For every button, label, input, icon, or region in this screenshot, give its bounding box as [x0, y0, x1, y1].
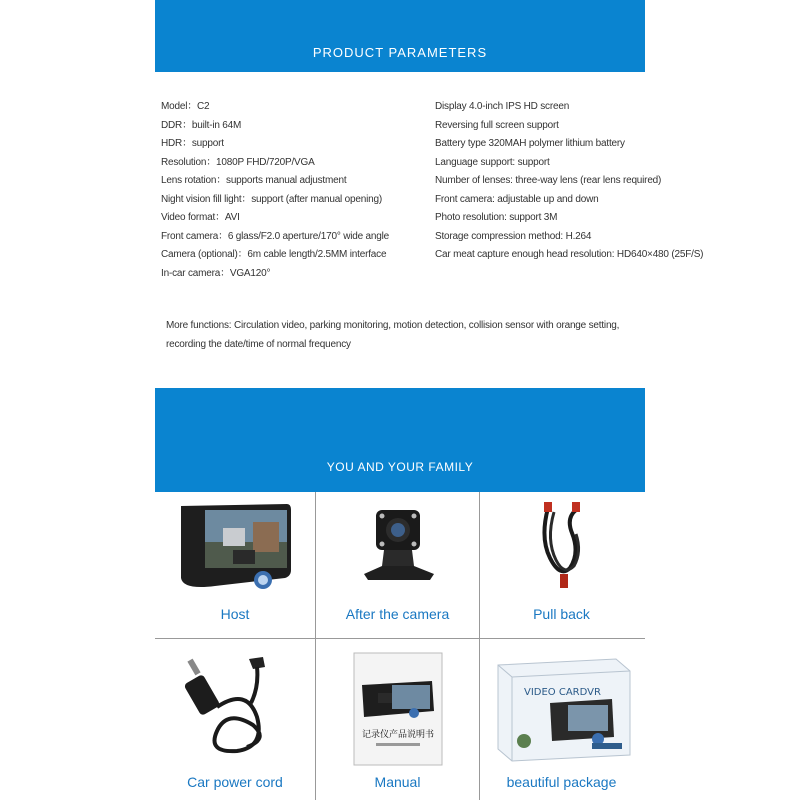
- param-ddr: DDR：built-in 64M: [161, 119, 242, 131]
- param-front-camera: Front camera：6 glass/F2.0 aperture/170° wide angle: [161, 230, 390, 242]
- param-camera-optional: Camera (optional)：6m cable length/2.5MM interface: [161, 249, 387, 260]
- item-rear-camera: [316, 492, 479, 638]
- package-box-text: VIDEO CARDVR: [524, 687, 601, 698]
- rear-camera-icon: [354, 502, 444, 592]
- item-host: [155, 492, 315, 638]
- param-language: Language support: support: [435, 156, 550, 168]
- param-night-vision: Night vision fill light：support (after manual opening): [161, 193, 382, 205]
- dashcam-icon: [175, 498, 295, 598]
- more-functions-line-1: More functions: Circulation video, parking monitoring, motion detection, collision sensor with orange setting,: [166, 320, 620, 331]
- param-reversing: Reversing full screen support: [435, 119, 559, 131]
- package-contents-grid: [155, 492, 645, 800]
- item-manual: [316, 639, 479, 790]
- more-functions: [166, 316, 646, 354]
- item-car-power-cord: [155, 639, 315, 790]
- item-label-host: Host: [220, 606, 250, 622]
- item-pull-back: [480, 492, 643, 638]
- parameters-banner: [155, 0, 645, 72]
- param-in-car-camera: In-car camera：VGA120°: [161, 267, 271, 279]
- params-right-list: [435, 98, 735, 265]
- item-label-package: beautiful package: [506, 774, 617, 790]
- more-functions-line-2: recording the date/time of normal frequency: [166, 339, 351, 350]
- family-title: YOU AND YOUR FAMILY: [326, 460, 474, 474]
- item-package: [480, 639, 643, 790]
- param-video-format: Video format：AVI: [161, 212, 240, 223]
- parameters-title: PRODUCT PARAMETERS: [312, 45, 488, 60]
- param-storage: Storage compression method: H.264: [435, 230, 592, 242]
- item-label-car-power-cord: Car power cord: [187, 774, 283, 790]
- manual-cover-text: 记录仪产品说明书: [361, 730, 435, 740]
- item-label-rear-camera: After the camera: [345, 606, 450, 622]
- param-photo-resolution: Photo resolution: support 3M: [435, 212, 558, 223]
- param-model: Model：C2: [161, 101, 210, 112]
- manual-icon: [352, 651, 444, 767]
- item-label-manual: Manual: [374, 774, 421, 790]
- param-battery: Battery type 320MAH polymer lithium battery: [435, 138, 625, 149]
- family-banner: [155, 388, 645, 492]
- param-display: Display 4.0-inch IPS HD screen: [435, 101, 570, 112]
- param-hdr: HDR：support: [161, 138, 224, 149]
- item-label-pull-back: Pull back: [533, 606, 590, 622]
- params-left-list: [161, 98, 431, 283]
- cable-icon: [520, 498, 610, 598]
- param-capture-resolution: Car meat capture enough head resolution: HD640×480 (25F/S): [435, 249, 704, 260]
- param-lens-rotation: Lens rotation：supports manual adjustment: [161, 175, 347, 186]
- param-front-camera-adjust: Front camera: adjustable up and down: [435, 193, 599, 205]
- param-resolution: Resolution：1080P FHD/720P/VGA: [161, 156, 315, 168]
- param-lenses: Number of lenses: three-way lens (rear lens required): [435, 175, 662, 186]
- package-box-icon: [494, 655, 632, 763]
- car-charger-icon: [177, 647, 287, 767]
